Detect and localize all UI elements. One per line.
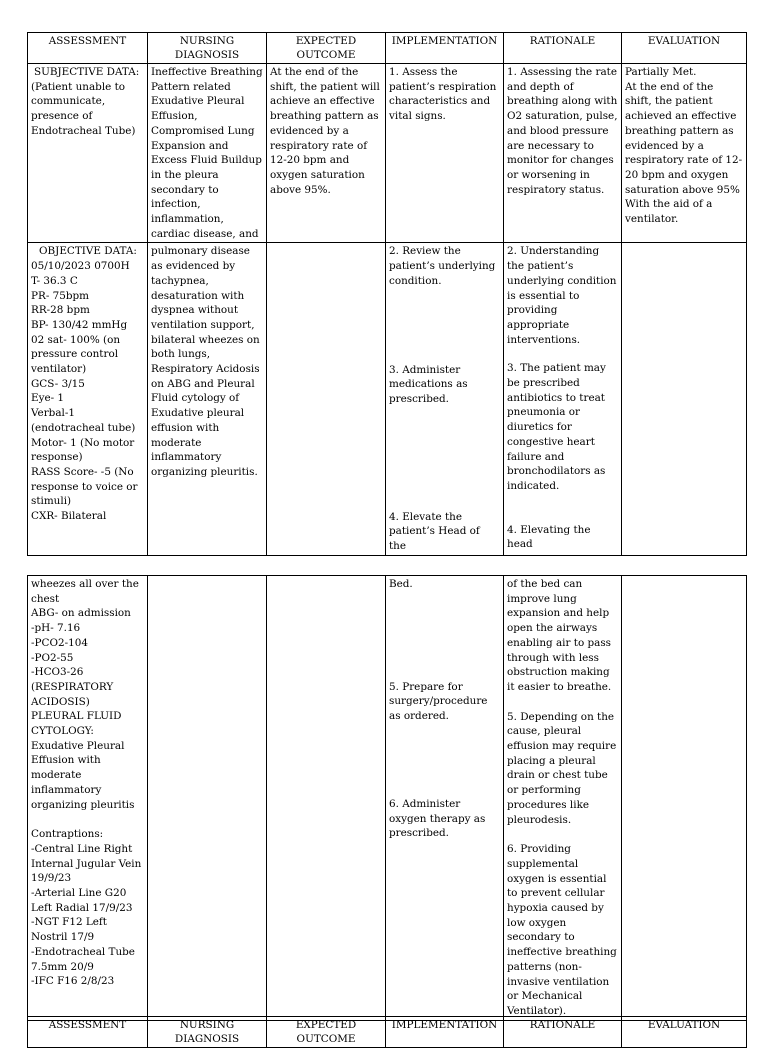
header-nursing-diagnosis: NURSING DIAGNOSIS	[148, 33, 267, 64]
table-row	[28, 243, 747, 555]
rationale-item: 3. The patient may be prescribed antibiotics to treat pneumonia or diuretics for congestive heart failure and bronchodilators as indicated.	[507, 362, 606, 492]
nursing-diagnosis-cell	[148, 576, 267, 1021]
header-implementation: IMPLEMENTATION	[386, 33, 504, 64]
header-expected-outcome: EXPECTED OUTCOME	[267, 33, 386, 64]
table-row	[28, 576, 747, 1021]
objective-data-cell	[28, 243, 148, 555]
evaluation-cell: Partially Met. At the end of the shift, the patient achieved an effective breathing pattern as evidenced by a respiratory rate of 12-20 bpm and oxygen saturation above 95% With the aid of a ventilator.	[622, 64, 747, 243]
assessment-continued-text: wheezes all over the chest ABG- on admission -pH- 7.16 -PCO2-104 -PO2-55 -HCO3-26 (RESPIRATORY ACIDOSIS) PLEURAL FLUID CYTOLOGY: Exudative Pleural Effusion with moderate inflammatory organizing pleuritis	[31, 578, 139, 811]
table-header-row	[28, 33, 747, 64]
nursing-diagnosis-cell: pulmonary disease as evidenced by tachypnea, desaturation with dyspnea without ventilation support, bilateral wheezes on both lungs, Respiratory Acidosis on ABG and Pleural Fluid cytology of Exudative pleural effusion with moderate inflammatory organizing pleuritis.	[148, 243, 267, 555]
rationale-cell	[504, 576, 622, 1021]
care-plan-table-page-2	[27, 575, 747, 1021]
assessment-cell	[28, 576, 148, 1021]
implementation-item: 5. Prepare for surgery/procedure as ordered.	[389, 680, 488, 723]
implementation-cell	[386, 243, 504, 555]
implementation-cell	[386, 576, 504, 1021]
expected-outcome-cell: At the end of the shift, the patient will achieve an effective breathing pattern as evidenced by a respiratory rate of 12-20 bpm and oxygen saturation above 95%.	[267, 64, 386, 243]
header-evaluation: EVALUATION	[622, 33, 747, 64]
header-nursing-diagnosis: NURSING DIAGNOSIS	[148, 1017, 267, 1048]
nursing-diagnosis-cell: Ineffective Breathing Pattern related Exudative Pleural Effusion, Compromised Lung Expansion and Excess Fluid Buildup in the pleura secondary to infection, inflammation, cardiac disease, and	[148, 64, 267, 243]
implementation-cell: 1. Assess the patient’s respiration characteristics and vital signs.	[386, 64, 504, 243]
implementation-item: 6. Administer oxygen therapy as prescribed.	[389, 797, 486, 840]
rationale-item: 6. Providing supplemental oxygen is essential to prevent cellular hypoxia caused by low oxygen secondary to ineffective breathing patterns (non-invasive ventilation or Mechanical Ventilator).	[507, 843, 617, 1017]
header-assessment: ASSESSMENT	[28, 33, 148, 64]
rationale-cell	[504, 243, 622, 555]
expected-outcome-cell	[267, 243, 386, 555]
evaluation-cell	[622, 576, 747, 1021]
subjective-data-cell: SUBJECTIVE DATA: (Patient unable to communicate, presence of Endotracheal Tube)	[28, 64, 148, 243]
rationale-item: of the bed can improve lung expansion and help open the airways enabling air to pass through with less obstruction making it easier to breathe.	[507, 578, 612, 693]
table-row	[28, 64, 747, 243]
contraptions-text: Contraptions: -Central Line Right Internal Jugular Vein 19/9/23 -Arterial Line G20 Left Radial 17/9/23 -NGT F12 Left Nostril 17/9 -Endotracheal Tube 7.5mm 20/9 -IFC F16 2/8/23	[31, 828, 142, 988]
rationale-item: 5. Depending on the cause, pleural effusion may require placing a pleural drain or chest tube or performing procedures like pleurodesis.	[507, 710, 617, 826]
evaluation-cell	[622, 243, 747, 555]
table-header-row	[28, 1017, 747, 1048]
implementation-item: 3. Administer medications as prescribed.	[389, 363, 468, 405]
header-expected-outcome: EXPECTED OUTCOME	[267, 1017, 386, 1048]
care-plan-table-page-1	[27, 32, 747, 556]
care-plan-table-page-3	[27, 1016, 747, 1048]
implementation-item: Bed.	[389, 578, 413, 590]
objective-data-heading: OBJECTIVE DATA:	[39, 245, 137, 258]
header-assessment: ASSESSMENT	[28, 1017, 148, 1048]
expected-outcome-cell	[267, 576, 386, 1021]
objective-data-text: 05/10/2023 0700H T- 36.3 C PR- 75bpm RR-28 bpm BP- 130/42 mmHg 02 sat- 100% (on pressure control ventilator) GCS- 3/15 Eye- 1 Verbal-1 (endotracheal tube) Motor- 1 (No motor response) RASS Score- -5 (No response to voice or stimuli) CXR- Bilateral	[31, 260, 138, 523]
implementation-item: 4. Elevate the patient’s Head of the	[389, 510, 480, 553]
rationale-item: 2. Understanding the patient’s underlying condition is essential to providing appropriate interventions.	[507, 245, 617, 346]
rationale-item: 4. Elevating the head	[507, 523, 591, 551]
rationale-cell: 1. Assessing the rate and depth of breathing along with O2 saturation, pulse, and blood pressure are necessary to monitor for changes or worsening in respiratory status.	[504, 64, 622, 243]
header-evaluation: EVALUATION	[622, 1017, 747, 1048]
implementation-item: 2. Review the patient’s underlying condition.	[389, 245, 496, 287]
header-rationale: RATIONALE	[504, 33, 622, 64]
header-implementation: IMPLEMENTATION	[386, 1017, 504, 1048]
header-rationale: RATIONALE	[504, 1017, 622, 1048]
